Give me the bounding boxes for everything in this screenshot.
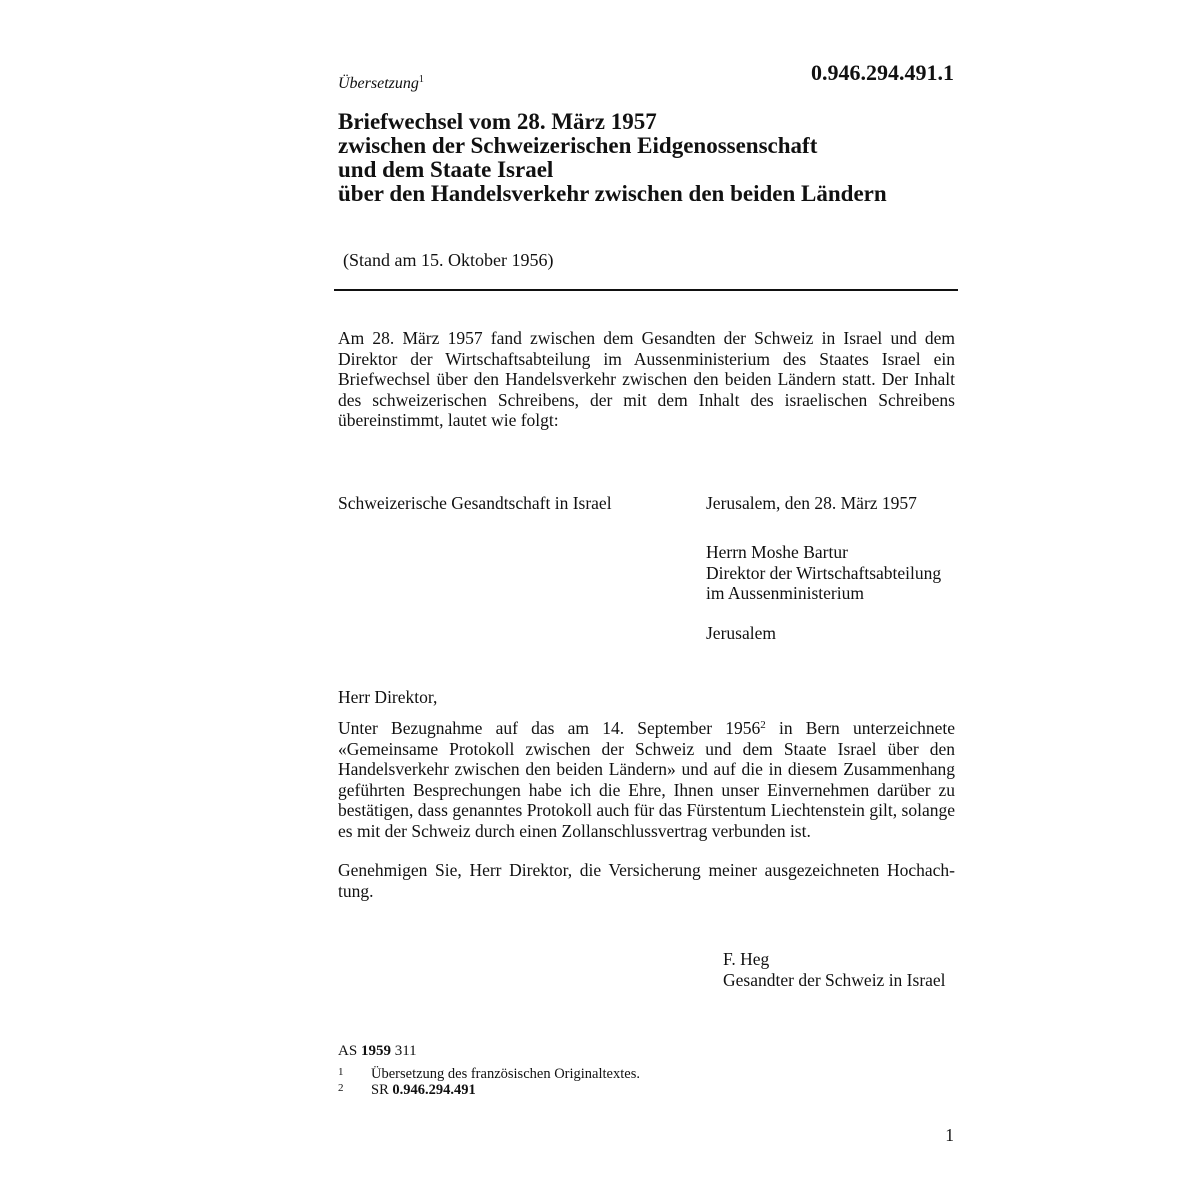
footnote-text: Übersetzung des französischen Originaltextes. <box>371 1066 640 1082</box>
letter-body-text: in Bern unterzeichnete «Gemeinsame Protokoll zwischen der Schweiz und dem Staate Israel über den Handelsverkehr zwischen den beiden Ländern» und auf die in diesem Zusammenhang geführten Besprechungen habe ich die Ehre, Ihnen unser Einvernehmen darüber zu bestätigen, dass genanntes Protokoll auch für das Fürstentum Liechtenstein gilt, solange es mit der Schweiz durch einen Zollanschlussvertrag verbunden ist. <box>338 718 955 841</box>
sr-number: 0.946.294.491.1 <box>811 60 954 85</box>
footnote-sr-link[interactable]: 0.946.294.491 <box>392 1082 476 1098</box>
letter-sender: Schweizerische Gesandtschaft in Israel <box>338 493 612 513</box>
intro-paragraph: Am 28. März 1957 fand zwischen dem Gesandten der Schweiz in Israel und dem Direktor der Wirtschaftsabteilung im Aussenministerium des Staates Israel ein Briefwechsel über den Handelsverkehr zwischen den beiden Ländern statt. Der Inhalt des schweizerischen Schreibens, der mit dem Inhalt des israelischen Schreibens übereinstimmt, lautet wie folgt: <box>338 328 955 430</box>
letter-place-date: Jerusalem, den 28. März 1957 <box>706 493 917 513</box>
signature-name: F. Heg <box>723 949 770 969</box>
letter-recipient <box>706 542 941 604</box>
as-prefix: AS <box>338 1043 358 1059</box>
letter-closing: Genehmigen Sie, Herr Direktor, die Versicherung meiner ausgezeichneten Hochachtung. <box>338 860 955 901</box>
title-line: und dem Staate Israel <box>338 157 554 182</box>
translation-label <box>338 74 424 93</box>
letter-salutation: Herr Direktor, <box>338 687 438 707</box>
letter-body <box>338 715 955 841</box>
footnote <box>338 1080 476 1098</box>
footnote-mark-1[interactable]: 1 <box>418 74 424 85</box>
signature-title: Gesandter der Schweiz in Israel <box>723 969 946 990</box>
recipient-line: Direktor der Wirtschaftsabteilung <box>706 562 942 583</box>
recipient-line: Herrn Moshe Bartur <box>706 542 848 562</box>
title-line: über den Handelsverkehr zwischen den beiden Ländern <box>338 181 887 206</box>
recipient-line: im Aussenministerium <box>706 583 864 603</box>
translation-label-text: Übersetzung <box>338 75 419 92</box>
as-page: 311 <box>394 1043 417 1059</box>
as-year: 1959 <box>360 1043 391 1059</box>
title-line: Briefwechsel vom 28. März 1957 <box>338 109 657 134</box>
as-reference <box>338 1043 417 1060</box>
page-number: 1 <box>945 1125 954 1145</box>
recipient-city: Jerusalem <box>706 623 776 643</box>
footnote-text: SR <box>371 1082 389 1098</box>
header-divider <box>334 289 958 291</box>
footnote-number: 2 <box>338 1082 344 1094</box>
document-title <box>338 110 978 206</box>
status-date: (Stand am 15. Oktober 1956) <box>343 250 554 270</box>
letter-signature <box>723 949 946 990</box>
title-line: zwischen der Schweizerischen Eidgenossenschaft <box>338 133 818 158</box>
letter-body-text: Unter Bezugnahme auf das am 14. September 1956 <box>338 718 761 738</box>
footnote-mark-2[interactable]: 2 <box>760 719 766 731</box>
footnote-number: 1 <box>338 1066 344 1078</box>
